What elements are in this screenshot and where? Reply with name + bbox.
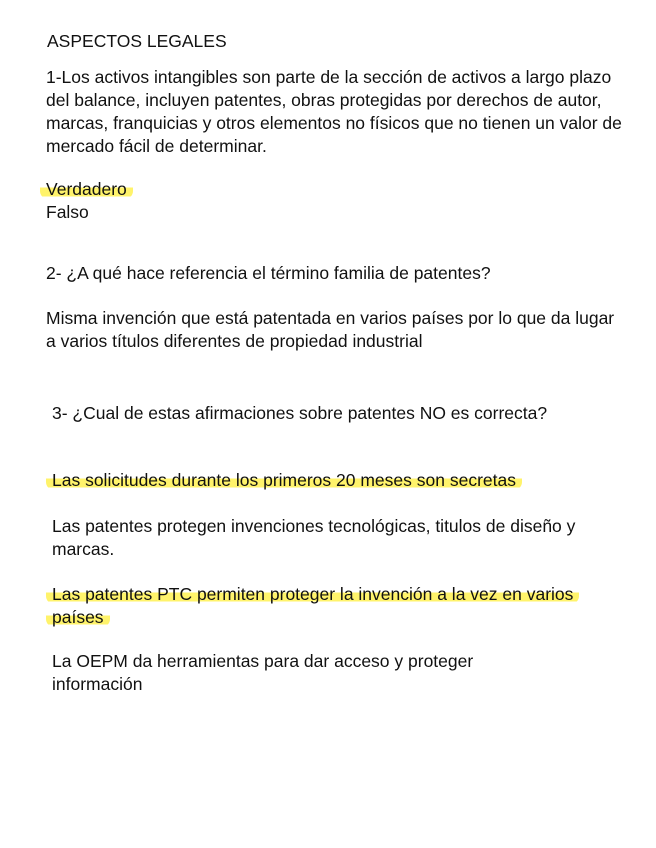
question-2-text: 2- ¿A qué hace referencia el término familia de patentes? (46, 263, 491, 283)
highlight-mark: Verdadero (40, 179, 133, 199)
question-1-option-verdadero (46, 178, 127, 201)
question-3-option-4: La OEPM da herramientas para dar acceso y proteger información (52, 651, 474, 694)
question-1-option-falso: Falso (46, 202, 89, 222)
question-3-text: 3- ¿Cual de estas afirmaciones sobre patentes NO es correcta? (52, 403, 548, 423)
question-3-option-3 (52, 583, 612, 629)
question-2-answer: Misma invención que está patentada en varios países por lo que da lugar a varios títulos diferentes de propiedad industrial (46, 308, 615, 351)
highlight-mark: Las solicitudes durante los primeros 20 meses son secretas (46, 470, 522, 490)
question-3-option-2: Las patentes protegen invenciones tecnológicas, titulos de diseño y marcas. (52, 516, 576, 559)
question-1-text: 1-Los activos intangibles son parte de la sección de activos a largo plazo del balance, incluyen patentes, obras protegidas por derechos de autor, marcas, franquicias y otros elementos no físicos que no tienen un valor de mercado fácil de determinar. (46, 67, 622, 156)
highlight-mark: Las patentes PTC permiten proteger la invención a la vez en varios países (46, 584, 579, 627)
document-title: ASPECTOS LEGALES (47, 31, 227, 51)
question-3-option-1 (52, 469, 612, 492)
